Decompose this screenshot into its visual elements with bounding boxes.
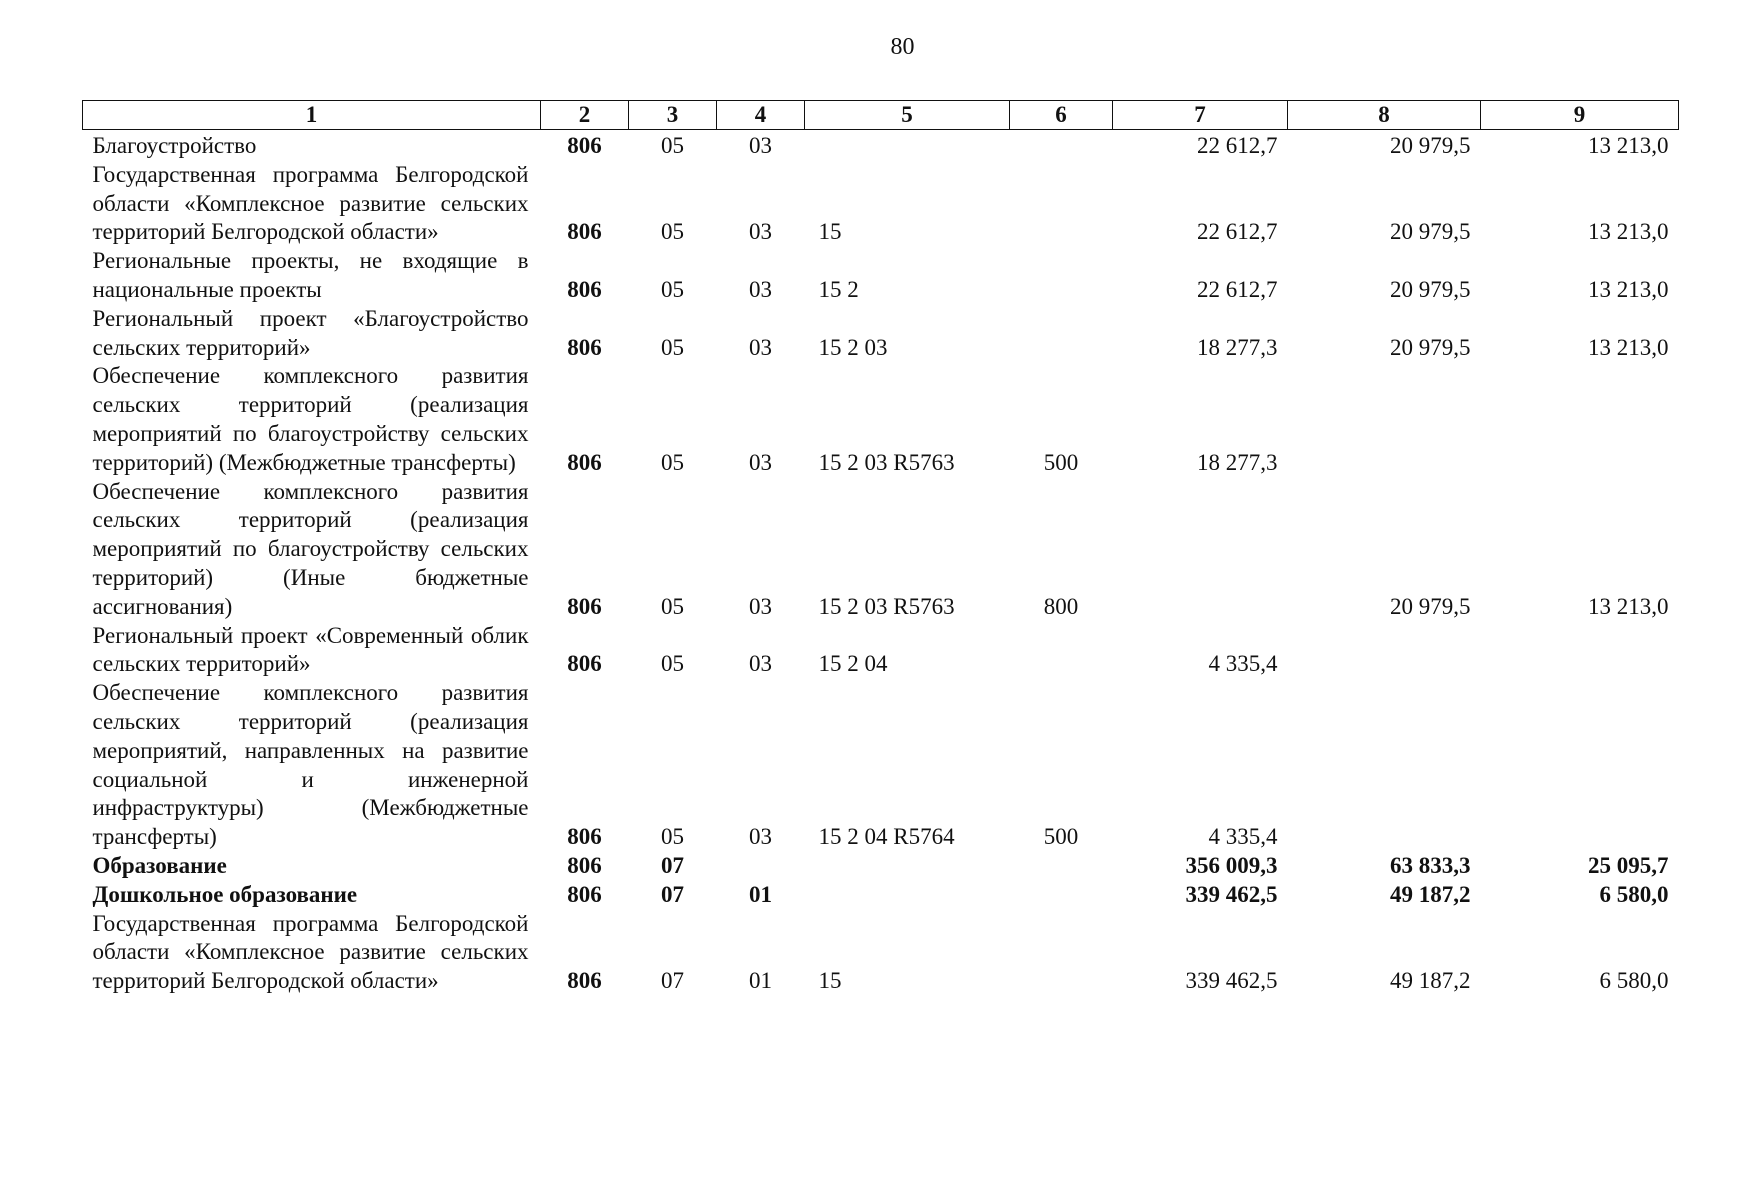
row-ministry-code: 806: [567, 276, 602, 302]
row-amount-col9: [1481, 362, 1679, 477]
table-row: [83, 852, 1679, 881]
row-amount-col9: [1481, 622, 1679, 680]
row-target-article: 15: [818, 219, 842, 245]
row-target-article: 15 2: [818, 276, 859, 302]
row-subsection-code: 03: [749, 449, 772, 475]
row-name: Региональный проект «Современный облик сельских территорий»: [92, 622, 529, 677]
row-subsection-code: 03: [749, 334, 772, 360]
row-amount-col8: 63 833,3: [1390, 852, 1471, 878]
row-target-article: 15: [818, 968, 842, 994]
row-section-code: 05: [661, 334, 684, 360]
table-row: [83, 362, 1679, 477]
row-expense-type: [1010, 161, 1113, 247]
row-target-article: [805, 881, 1010, 910]
table-body: [83, 130, 1679, 996]
row-section-code: 05: [661, 276, 684, 302]
table-header: [83, 101, 1679, 130]
row-name: Государственная программа Белгородской области «Комплексное развитие сельских территорий Белгородской области»: [92, 161, 529, 245]
row-amount-col8: 20 979,5: [1390, 334, 1471, 360]
table-row: [83, 305, 1679, 363]
row-amount-col8: 20 979,5: [1390, 593, 1471, 619]
row-expense-type: [1010, 622, 1113, 680]
row-amount-col7: 22 612,7: [1197, 219, 1278, 245]
row-amount-col9: 6 580,0: [1599, 968, 1669, 994]
row-expense-type: [1010, 130, 1113, 161]
row-amount-col7: 18 277,3: [1197, 334, 1278, 360]
row-name: Образование: [92, 852, 227, 878]
row-target-article: 15 2 03 R5763: [818, 593, 955, 619]
row-section-code: 05: [661, 824, 684, 850]
row-name: Дошкольное образование: [92, 881, 358, 907]
row-section-code: 07: [661, 852, 684, 878]
row-expense-type: [1010, 852, 1113, 881]
header-col-9: 9: [1481, 101, 1679, 130]
row-expense-type: [1010, 910, 1113, 996]
row-name: Региональные проекты, не входящие в национальные проекты: [92, 248, 529, 302]
row-amount-col8: 49 187,2: [1390, 881, 1471, 907]
header-col-2: 2: [541, 101, 629, 130]
row-name: Региональный проект «Благоустройство сельских территорий»: [92, 305, 529, 360]
row-expense-type: [1010, 247, 1113, 305]
row-name: Государственная программа Белгородской области «Комплексное развитие сельских территорий Белгородской области»: [92, 910, 529, 994]
row-expense-type: [1010, 881, 1113, 910]
row-ministry-code: 806: [567, 651, 602, 677]
row-section-code: 07: [661, 881, 684, 907]
table-row: [83, 679, 1679, 852]
row-amount-col7: 4 335,4: [1208, 824, 1278, 850]
header-col-3: 3: [629, 101, 717, 130]
header-col-6: 6: [1010, 101, 1113, 130]
row-amount-col9: [1481, 679, 1679, 852]
row-subsection-code: 03: [749, 219, 772, 245]
header-row: [83, 101, 1679, 130]
row-expense-type: 800: [1043, 593, 1079, 619]
row-subsection-code: [717, 852, 805, 881]
row-subsection-code: 03: [749, 276, 772, 302]
row-amount-col7: 18 277,3: [1197, 449, 1278, 475]
row-subsection-code: 01: [749, 881, 772, 907]
header-col-5: 5: [805, 101, 1010, 130]
row-amount-col9: 13 213,0: [1588, 219, 1669, 245]
table-row: [83, 881, 1679, 910]
header-col-8: 8: [1288, 101, 1481, 130]
row-target-article: 15 2 03: [818, 334, 888, 360]
row-amount-col7: 22 612,7: [1197, 133, 1278, 158]
row-subsection-code: 03: [749, 651, 772, 677]
row-name: Благоустройство: [92, 133, 257, 158]
header-col-1: 1: [83, 101, 541, 130]
row-amount-col7: 22 612,7: [1197, 276, 1278, 302]
row-amount-col9: 13 213,0: [1588, 593, 1669, 619]
row-subsection-code: 03: [749, 593, 772, 619]
table-row: [83, 247, 1679, 305]
row-expense-type: 500: [1043, 449, 1079, 475]
row-name: Обеспечение комплексного развития сельских территорий (реализация мероприятий по благоустройству сельских территорий) (Межбюджетные трансферты): [92, 363, 529, 475]
row-amount-col7: 4 335,4: [1208, 651, 1278, 677]
row-ministry-code: 806: [567, 219, 602, 245]
row-ministry-code: 806: [567, 593, 602, 619]
row-amount-col7: 339 462,5: [1185, 881, 1278, 907]
row-amount-col7: [1113, 478, 1288, 622]
budget-table: [82, 100, 1679, 996]
row-ministry-code: 806: [567, 852, 602, 878]
budget-table-container: [82, 100, 1678, 996]
row-ministry-code: 806: [567, 133, 602, 158]
row-ministry-code: 806: [567, 449, 602, 475]
row-target-article: 15 2 03 R5763: [818, 449, 955, 475]
row-section-code: 07: [661, 968, 684, 994]
table-row: [83, 161, 1679, 247]
table-row: [83, 622, 1679, 680]
row-amount-col9: 13 213,0: [1588, 334, 1669, 360]
row-target-article: 15 2 04 R5764: [818, 824, 955, 850]
row-subsection-code: 01: [749, 968, 772, 994]
row-section-code: 05: [661, 133, 684, 158]
row-section-code: 05: [661, 593, 684, 619]
row-ministry-code: 806: [567, 824, 602, 850]
row-expense-type: 500: [1043, 824, 1079, 850]
row-amount-col9: 13 213,0: [1588, 133, 1669, 158]
table-row: [83, 910, 1679, 996]
header-col-7: 7: [1113, 101, 1288, 130]
header-col-4: 4: [717, 101, 805, 130]
row-ministry-code: 806: [567, 334, 602, 360]
row-expense-type: [1010, 305, 1113, 363]
row-target-article: 15 2 04: [818, 651, 888, 677]
row-name: Обеспечение комплексного развития сельских территорий (реализация мероприятий по благоустройству сельских территорий) (Иные бюджетные ассигнования): [92, 478, 529, 619]
row-subsection-code: 03: [749, 133, 772, 158]
row-amount-col8: 20 979,5: [1390, 219, 1471, 245]
row-amount-col8: 20 979,5: [1390, 133, 1471, 158]
page-number: 80: [890, 34, 915, 60]
row-target-article: [805, 130, 1010, 161]
row-section-code: 05: [661, 219, 684, 245]
row-amount-col9: 6 580,0: [1599, 881, 1669, 907]
row-target-article: [805, 852, 1010, 881]
row-section-code: 05: [661, 651, 684, 677]
table-row: [83, 478, 1679, 622]
row-amount-col8: 49 187,2: [1390, 968, 1471, 994]
row-amount-col8: [1288, 362, 1481, 477]
row-amount-col8: [1288, 679, 1481, 852]
row-amount-col7: 356 009,3: [1185, 852, 1278, 878]
row-amount-col7: 339 462,5: [1185, 968, 1278, 994]
table-row: [83, 130, 1679, 161]
row-amount-col9: 13 213,0: [1588, 276, 1669, 302]
row-ministry-code: 806: [567, 881, 602, 907]
row-amount-col9: 25 095,7: [1588, 852, 1669, 878]
row-amount-col8: [1288, 622, 1481, 680]
row-section-code: 05: [661, 449, 684, 475]
row-subsection-code: 03: [749, 824, 772, 850]
row-ministry-code: 806: [567, 968, 602, 994]
row-amount-col8: 20 979,5: [1390, 276, 1471, 302]
row-name: Обеспечение комплексного развития сельских территорий (реализация мероприятий, направленных на развитие социальной и инженерной инфраструктуры) (Межбюджетные трансферты): [92, 680, 529, 850]
